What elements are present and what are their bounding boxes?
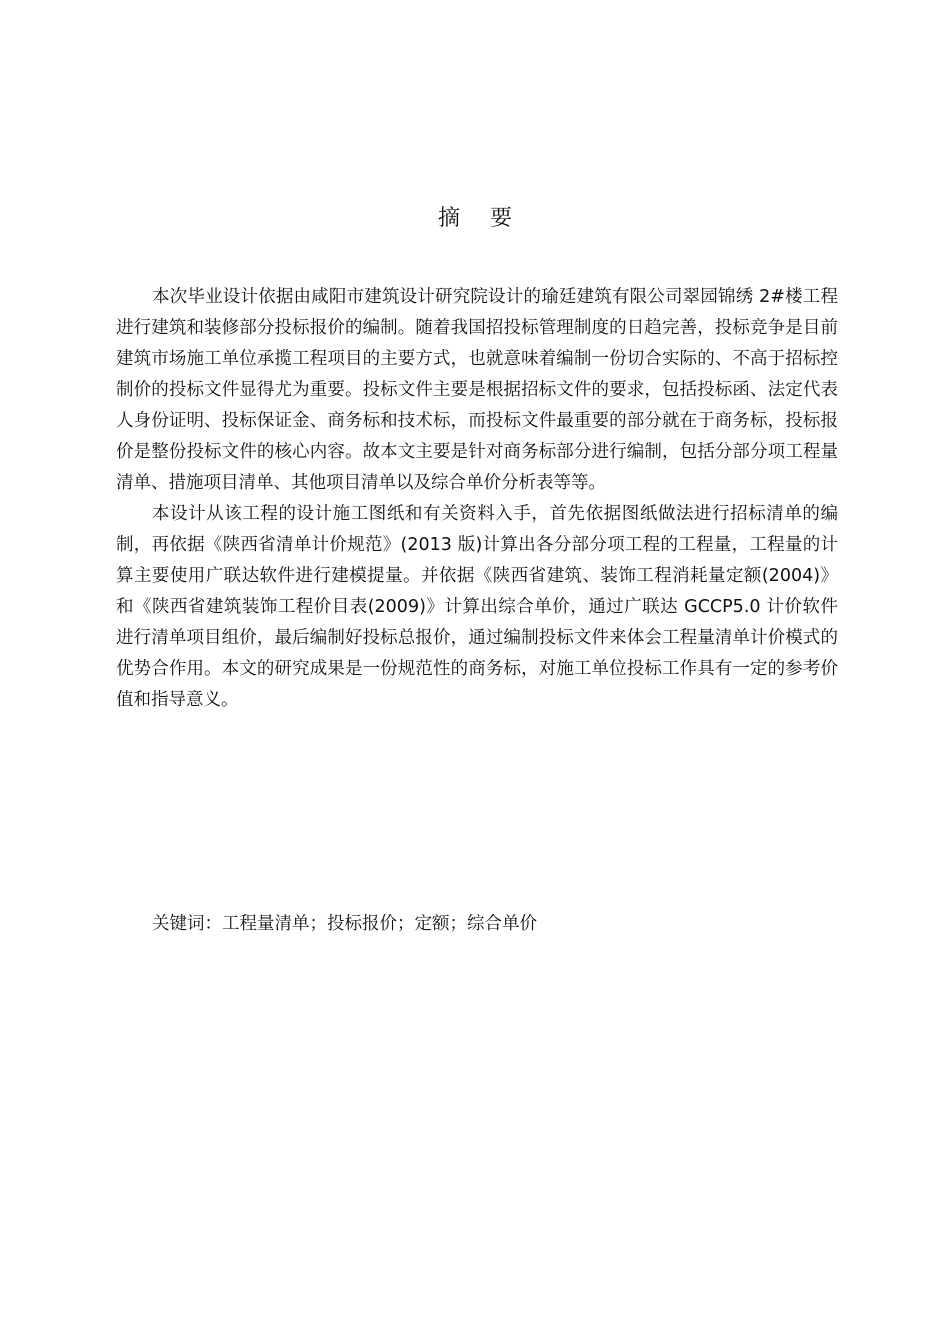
- keywords-line: 关键词：工程量清单；投标报价；定额；综合单价: [152, 914, 537, 934]
- abstract-paragraph-2: 本设计从该工程的设计施工图纸和有关资料入手，首先依据图纸做法进行招标清单的编制，再依据《陕西省清单计价规范》(2013 版)计算出各分部分项工程的工程量，工程量的计算主要使用广联达软件进行建模提量。并依据《陕西省建筑、装饰工程消耗量定额(2004)》和《陕西省建筑装饰工程价目表(2009)》计算出综合单价，通过广联达 GCCP5.0 计价软件进行清单项目组价，最后编制好投标总报价，通过编制投标文件来体会工程量清单计价模式的优势合作用。本文的研究成果是一份规范性的商务标，对施工单位投标工作具有一定的参考价值和指导意义。: [116, 504, 838, 710]
- abstract-title: [0, 203, 950, 235]
- abstract-body: [116, 282, 838, 716]
- abstract-paragraph-1: 本次毕业设计依据由咸阳市建筑设计研究院设计的瑜廷建筑有限公司翠园锦绣 2#楼工程进行建筑和装修部分投标报价的编制。随着我国招投标管理制度的日趋完善，投标竞争是目前建筑市场施工单位承揽工程项目的主要方式，也就意味着编制一份切合实际的、不高于招标控制价的投标文件显得尤为重要。投标文件主要是根据招标文件的要求，包括投标函、法定代表人身份证明、投标保证金、商务标和技术标，而投标文件最重要的部分就在于商务标，投标报价是整份投标文件的核心内容。故本文主要是针对商务标部分进行编制，包括分部分项工程量清单、措施项目清单、其他项目清单以及综合单价分析表等等。: [116, 287, 838, 493]
- abstract-title-char-1: 摘: [437, 206, 460, 231]
- abstract-title-char-2: 要: [490, 206, 513, 231]
